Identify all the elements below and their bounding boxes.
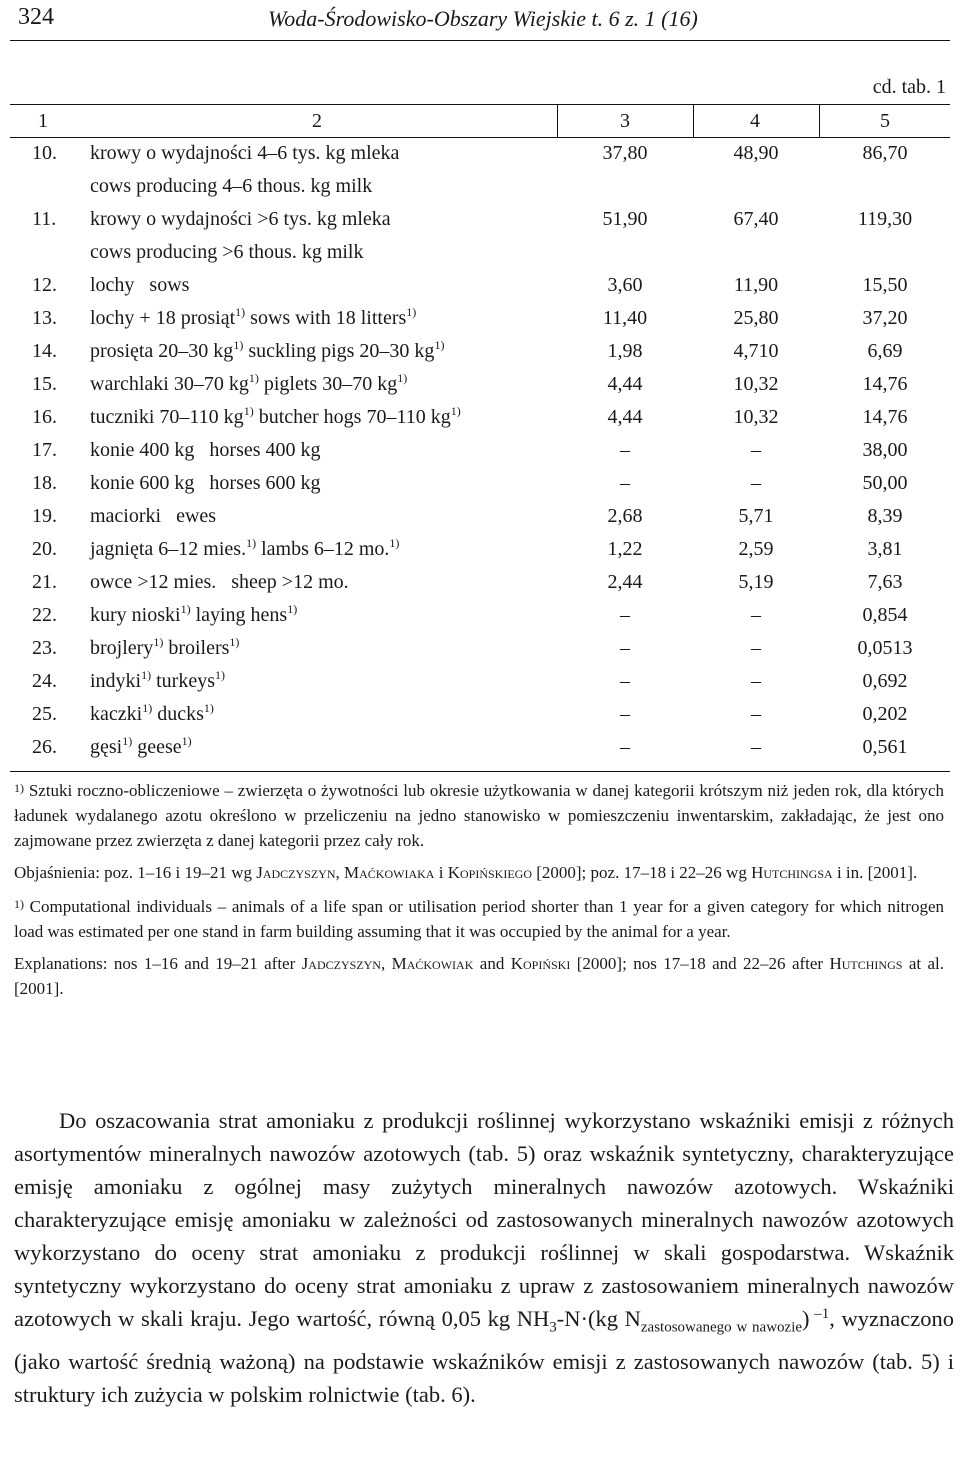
row-number: 10.: [32, 142, 57, 164]
label-en: piglets 30–70 kg: [258, 373, 398, 395]
explanation-english: Explanations: nos 1–16 and 19–21 after Jadczyszyn, Maćkowiak and Kopiński [2000]; nos 17–18 and 22–26 after Hutchings at al. [2001].: [14, 954, 945, 998]
label-pl: warchlaki 30–70 kg: [90, 373, 249, 395]
label-en: ducks: [152, 703, 204, 725]
value-col5: 0,202: [862, 703, 908, 725]
table-row: [0, 340, 960, 373]
row-number: 13.: [32, 307, 57, 329]
table-row: [0, 142, 960, 175]
value-col4: 48,90: [733, 142, 779, 164]
value-col3: –: [620, 472, 630, 494]
body-paragraph: Do oszacowania strat amoniaku z produkcji roślinnej wykorzystano wskaźniki emisji z różnych asortymentów mineralnych nawozów azotowych (tab. 5) oraz wskaźnik syntetyczny, charakteryzujące emisję amoniaku z ogólnej masy zużytych mineralnych nawozów azotowych. Wskaźniki charakteryzujące emisję amoniaku w zależności od zastosowanych mineralnych nawozów azotowych wykorzystano do oceny strat amoniaku z produkcji roślinnej w skali gospodarstwa. Wskaźnik syntetyczny wykorzystano do oceny strat amoniaku z upraw z zastosowaniem mineralnych nawozów azotowych w skali kraju. Jego wartość, równą 0,05 kg $NH_3-N\cdot(kg$ $N_{zastosowanego w nawozie}$) $^{-1}$, wyznaczono (jako wartość średnią ważoną) na podstawie wskaźników emisji z zastosowanych nawozów (tab. 5) i struktury ich zużycia w polskim rolnictwie (tab. 6).: [14, 1108, 954, 1407]
row-label-english: cows producing 4–6 thous. kg milk: [90, 175, 373, 197]
value-col3: 3,60: [607, 274, 643, 296]
value-col5: 0,692: [862, 670, 908, 692]
value-col5: 86,70: [862, 142, 908, 164]
column-number: 4: [750, 110, 760, 132]
table-row: [0, 208, 960, 241]
column-divider: [819, 104, 820, 137]
value-col3: –: [620, 670, 630, 692]
row-number: 17.: [32, 439, 57, 461]
row-number: 22.: [32, 604, 57, 626]
label-en: broilers: [163, 637, 230, 659]
footnote-ref: 1): [397, 371, 408, 385]
footnote-english: $^{1)}$ Computational individuals – animals of a life span or utilisation period shorter than 1 year for a given category for which nitrogen load was estimated per one stand in farm building assuming that it was occupied by the animal for a year.: [14, 897, 944, 941]
value-col5: 50,00: [862, 472, 908, 494]
column-number: 5: [880, 110, 890, 132]
value-col5: 14,76: [862, 373, 908, 395]
footnote-ref: 1): [246, 536, 257, 550]
footnote-marker: 1): [14, 781, 24, 795]
table-row: [0, 274, 960, 307]
value-col5: 7,63: [867, 571, 903, 593]
footnote-ref: 1): [215, 668, 226, 682]
footnote-ref: 1): [389, 536, 400, 550]
table-row-continuation: [0, 241, 960, 274]
value-col3: 4,44: [607, 373, 643, 395]
value-col5: 6,69: [867, 340, 903, 362]
value-col4: 10,32: [733, 406, 779, 428]
value-col5: 37,20: [862, 307, 908, 329]
value-col3: –: [620, 703, 630, 725]
row-label: krowy o wydajności >6 tys. kg mleka: [90, 208, 391, 230]
value-col4: –: [751, 472, 761, 494]
row-number: 26.: [32, 736, 57, 758]
table-row: [0, 472, 960, 505]
footnote-polish: $^{1)}$ Sztuki roczno-obliczeniowe – zwierzęta o żywotności lub okresie użytkowania w danej kategorii krótszym niż jeden rok, dla których ładunek wydalanego azotu określono w przeliczeniu na jedno stanowisko w pomieszczeniu inwentarskim, zakładając, że jest ono zajmowane przez zwierzęta z danej kategorii przez cały rok.: [14, 781, 944, 850]
row-label: [90, 604, 297, 627]
row-number: 20.: [32, 538, 57, 560]
row-number: 24.: [32, 670, 57, 692]
label-pl: jagnięta 6–12 mies.: [90, 538, 247, 560]
label-pl: indyki: [90, 670, 142, 692]
table-row: [0, 637, 960, 670]
footnote-ref: 1): [287, 602, 298, 616]
row-label: [90, 340, 444, 363]
footnote-ref: 1): [235, 305, 246, 319]
row-number: 18.: [32, 472, 57, 494]
row-label: [90, 637, 239, 660]
row-label: [90, 373, 407, 396]
footnote-ref: 1): [141, 668, 152, 682]
value-col5: 8,39: [867, 505, 903, 527]
footnote-ref: 1): [233, 338, 244, 352]
label-pl: gęsi: [90, 736, 123, 758]
label-en: turkeys: [151, 670, 216, 692]
row-label: maciorki ewes: [90, 505, 217, 527]
row-number: 14.: [32, 340, 57, 362]
value-col3: 2,68: [607, 505, 643, 527]
footnote-ref: 1): [243, 404, 254, 418]
value-col4: 67,40: [733, 208, 779, 230]
row-label: owce >12 mies. sheep >12 mo.: [90, 571, 349, 593]
footnote-ref: 1): [203, 701, 214, 715]
label-en: laying hens: [190, 604, 288, 626]
value-col5: 38,00: [862, 439, 908, 461]
row-label: krowy o wydajności 4–6 tys. kg mleka: [90, 142, 400, 164]
footnote-ref: 1): [248, 371, 259, 385]
value-col5: 14,76: [862, 406, 908, 428]
footnote-ref: 1): [122, 734, 133, 748]
row-number: 25.: [32, 703, 57, 725]
row-label: [90, 703, 214, 726]
label-pl: kury nioski: [90, 604, 181, 626]
value-col4: 11,90: [733, 274, 779, 296]
table-row-continuation: [0, 175, 960, 208]
row-label: [90, 538, 399, 561]
table-notes: [14, 778, 944, 1001]
value-col3: –: [620, 637, 630, 659]
value-col4: 5,19: [738, 571, 774, 593]
value-col5: 3,81: [867, 538, 903, 560]
footnote-marker: 1): [14, 897, 24, 911]
header-rule: [10, 40, 950, 41]
column-number: 1: [38, 110, 48, 132]
column-number: 3: [620, 110, 630, 132]
value-col3: –: [620, 439, 630, 461]
value-col5: 0,561: [862, 736, 908, 758]
journal-title: Woda-Środowisko-Obszary Wiejskie t. 6 z. 1 (16): [268, 6, 698, 31]
footnote-ref: 1): [181, 734, 192, 748]
column-divider: [557, 104, 558, 137]
row-label: [90, 736, 192, 759]
value-col3: 11,40: [602, 307, 648, 329]
table-top-rule: [10, 104, 950, 105]
value-col4: 10,32: [733, 373, 779, 395]
value-col4: 2,59: [738, 538, 774, 560]
table-row: [0, 736, 960, 769]
table-row: [0, 406, 960, 439]
value-col3: 37,80: [602, 142, 648, 164]
footnote-ref: 1): [434, 338, 445, 352]
table-continuation-label: cd. tab. 1: [872, 76, 946, 98]
value-col3: 2,44: [607, 571, 643, 593]
column-divider: [693, 104, 694, 137]
label-en: geese: [132, 736, 182, 758]
row-number: 12.: [32, 274, 57, 296]
table-row: [0, 703, 960, 736]
table-row: [0, 307, 960, 340]
label-pl: prosięta 20–30 kg: [90, 340, 234, 362]
row-label: lochy sows: [90, 274, 190, 296]
table-row: [0, 670, 960, 703]
value-col4: 4,710: [733, 340, 779, 362]
footnote-ref: 1): [406, 305, 417, 319]
value-col5: 0,0513: [857, 637, 913, 659]
value-col3: 51,90: [602, 208, 648, 230]
column-number: 2: [312, 110, 322, 132]
row-label: [90, 406, 461, 429]
label-en: lambs 6–12 mo.: [256, 538, 390, 560]
value-col4: –: [751, 637, 761, 659]
value-col4: –: [751, 604, 761, 626]
footnote-ref: 1): [229, 635, 240, 649]
label-pl: tuczniki 70–110 kg: [90, 406, 244, 428]
footnote-ref: 1): [180, 602, 191, 616]
label-en: butcher hogs 70–110 kg: [253, 406, 451, 428]
row-number: 19.: [32, 505, 57, 527]
row-label-english: cows producing >6 thous. kg milk: [90, 241, 364, 263]
row-label: [90, 670, 225, 693]
row-label: [90, 307, 416, 330]
label-pl: lochy + 18 prosiąt: [90, 307, 236, 329]
row-number: 23.: [32, 637, 57, 659]
table-row: [0, 439, 960, 472]
row-number: 11.: [32, 208, 57, 230]
row-label: konie 600 kg horses 600 kg: [90, 472, 321, 494]
value-col4: 5,71: [738, 505, 774, 527]
table-header-rule: [10, 137, 950, 138]
label-en: sows with 18 litters: [245, 307, 407, 329]
row-label: konie 400 kg horses 400 kg: [90, 439, 321, 461]
row-number: 16.: [32, 406, 57, 428]
table-row: [0, 604, 960, 637]
table-row: [0, 538, 960, 571]
table-bottom-rule: [10, 771, 950, 772]
table-row: [0, 373, 960, 406]
value-col4: –: [751, 670, 761, 692]
value-col4: 25,80: [733, 307, 779, 329]
footnote-ref: 1): [142, 701, 153, 715]
label-pl: brojlery: [90, 637, 154, 659]
label-en: suckling pigs 20–30 kg: [243, 340, 435, 362]
value-col4: –: [751, 703, 761, 725]
value-col5: 119,30: [857, 208, 913, 230]
page-number: 324: [18, 4, 54, 30]
value-col3: 1,98: [607, 340, 643, 362]
table-row: [0, 505, 960, 538]
value-col4: –: [751, 439, 761, 461]
value-col3: –: [620, 736, 630, 758]
value-col3: 4,44: [607, 406, 643, 428]
value-col5: 0,854: [862, 604, 908, 626]
value-col4: –: [751, 736, 761, 758]
label-pl: kaczki: [90, 703, 143, 725]
footnote-ref: 1): [450, 404, 461, 418]
explanation-polish: Objaśnienia: poz. 1–16 i 19–21 wg Jadczyszyn, Maćkowiaka i Kopińskiego [2000]; poz. 17–18 i 22–26 wg Hutchingsa i in. [2001].: [14, 863, 918, 882]
value-col3: –: [620, 604, 630, 626]
row-number: 15.: [32, 373, 57, 395]
page-header: [10, 0, 950, 40]
footnote-ref: 1): [153, 635, 164, 649]
table-row: [0, 571, 960, 604]
row-number: 21.: [32, 571, 57, 593]
value-col3: 1,22: [607, 538, 643, 560]
value-col5: 15,50: [862, 274, 908, 296]
